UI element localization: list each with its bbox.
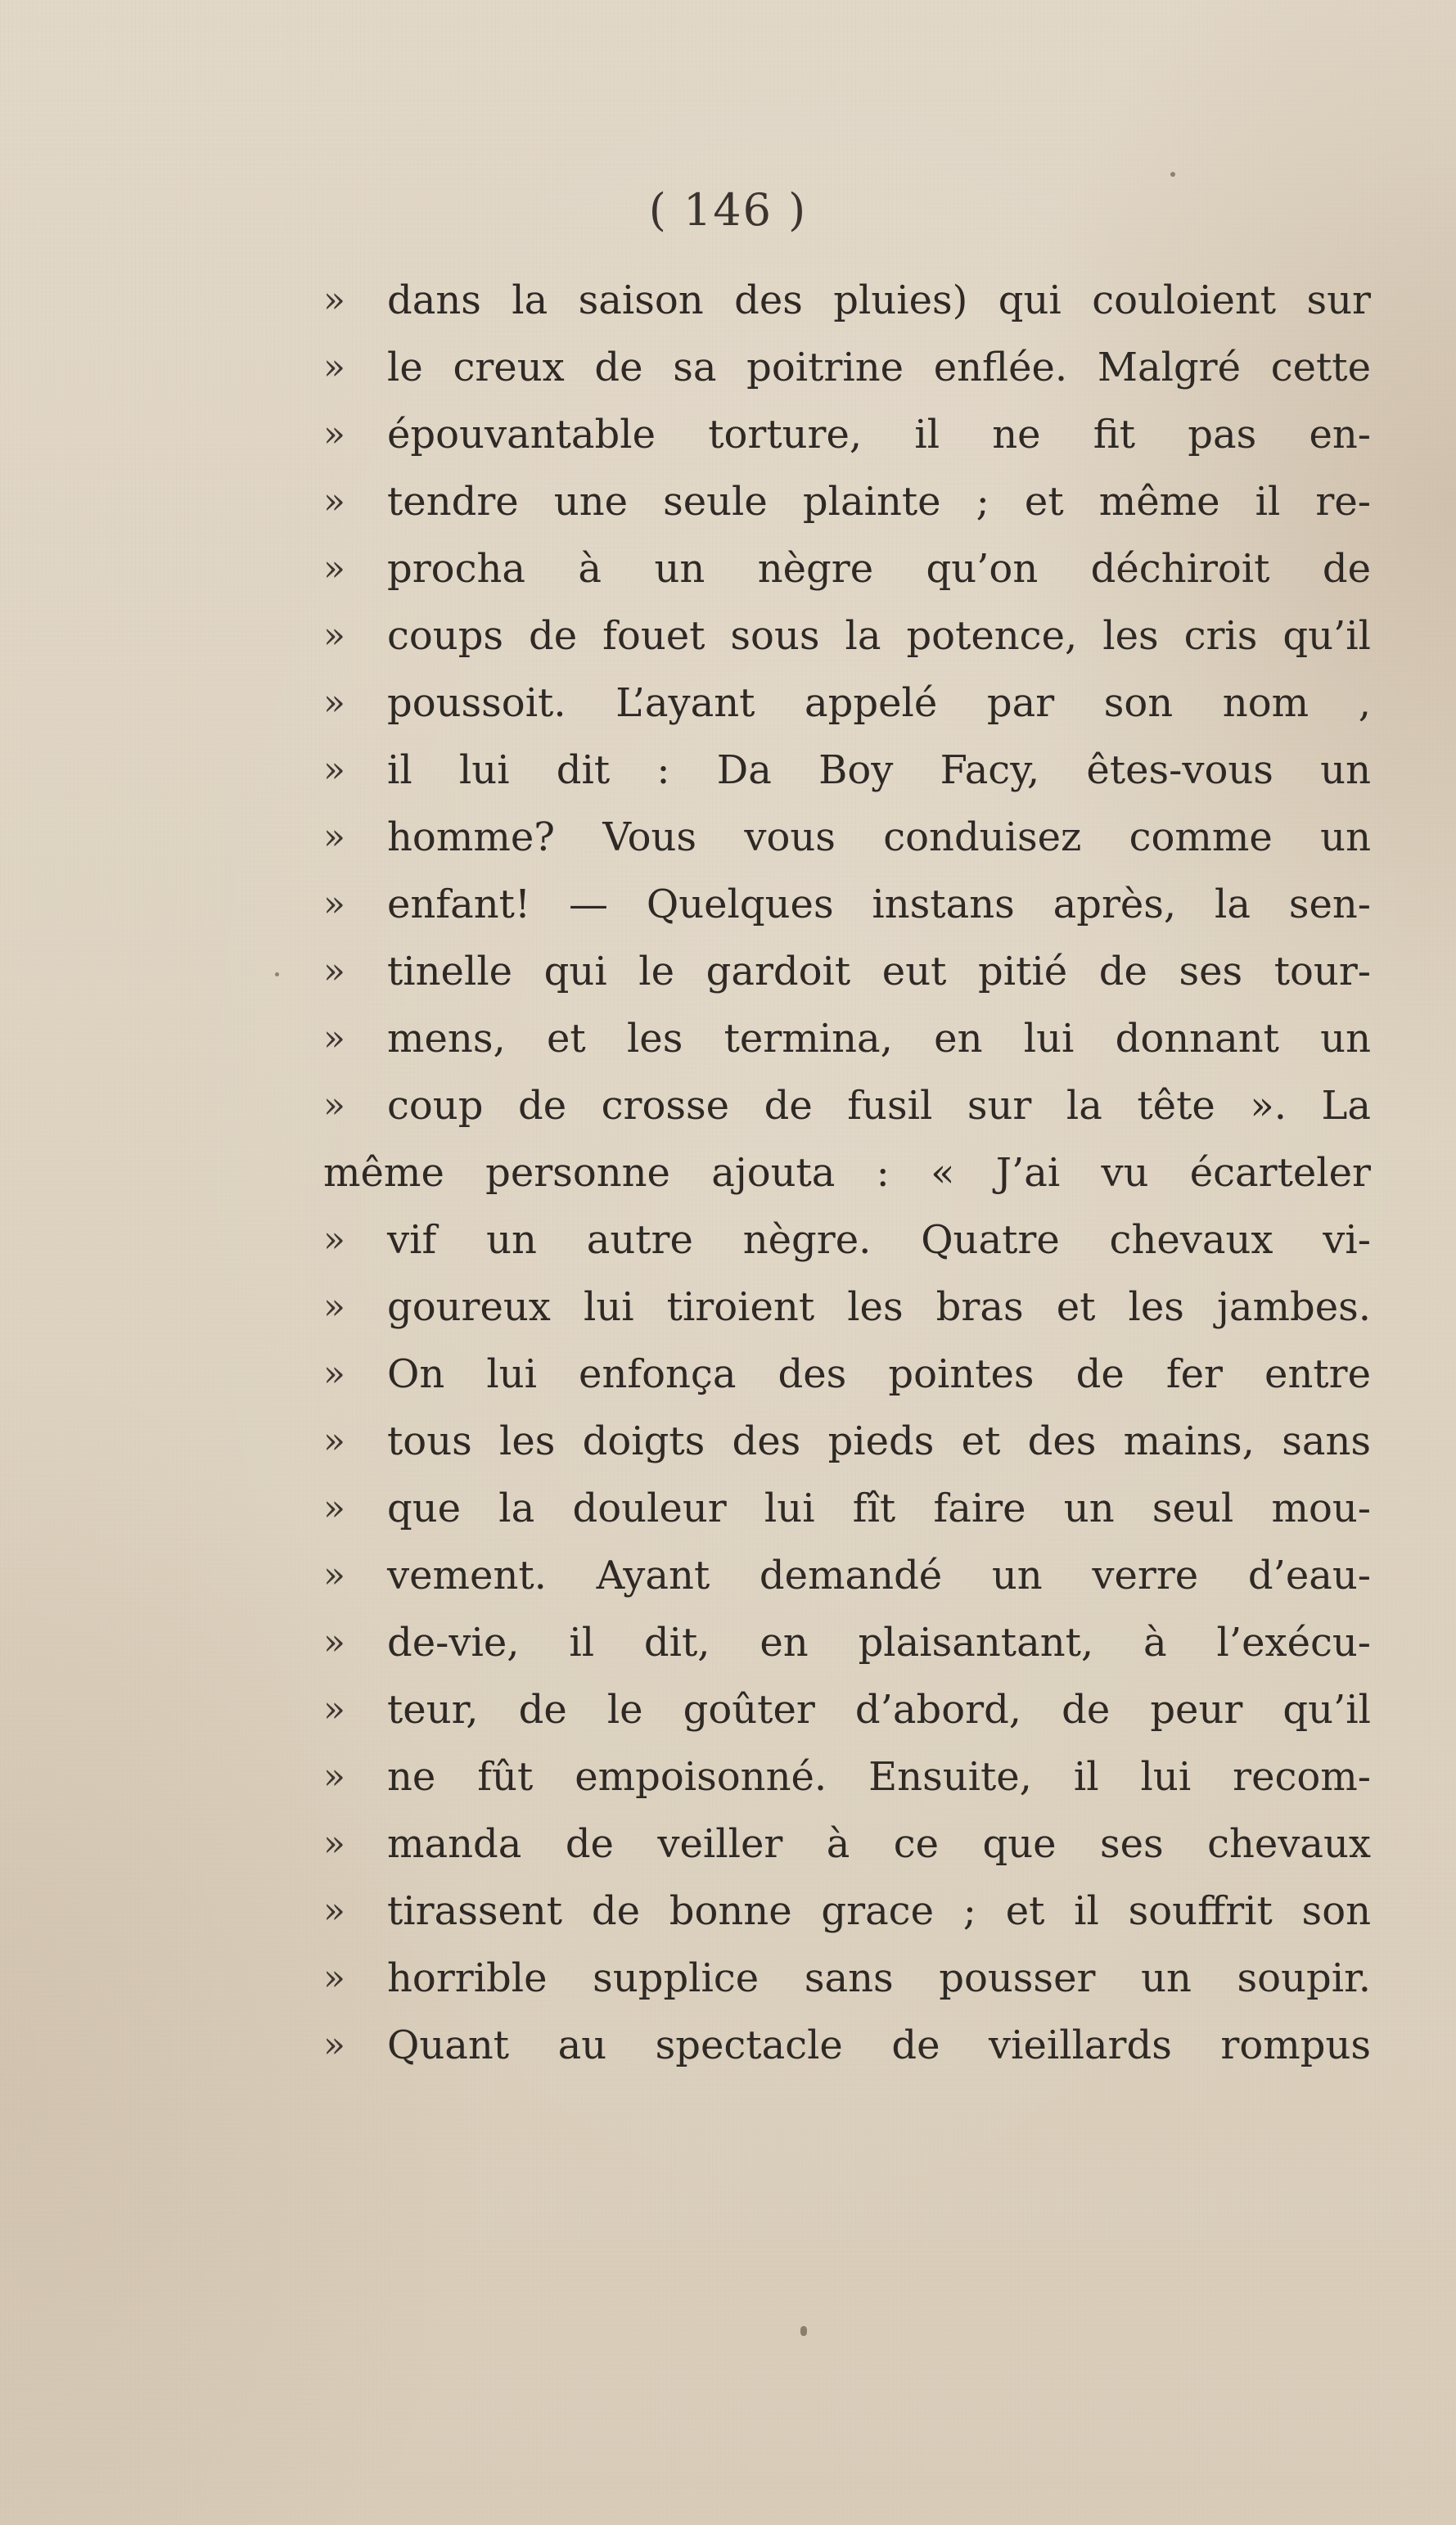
page-text-block: [323, 267, 1371, 2079]
text-line-10: » enfant! — Quelques instans après, la sen-: [323, 871, 1371, 938]
text-line-26: » horrible supplice sans pousser un soupir.: [323, 1945, 1371, 2012]
text-line-7: » poussoit. L’ayant appelé par son nom ,: [323, 670, 1371, 737]
text-line-4: » tendre une seule plainte ; et même il re-: [323, 468, 1371, 535]
text-line-9: » homme? Vous vous conduisez comme un: [323, 804, 1371, 871]
text-line-14: même personne ajouta : « J’ai vu écarteler: [323, 1150, 1371, 1196]
text-line-11: » tinelle qui le gardoit eut pitié de ses tour-: [323, 938, 1371, 1005]
text-line-15: » vif un autre nègre. Quatre chevaux vi-: [323, 1206, 1371, 1274]
text-line-1: » dans la saison des pluies) qui couloient sur: [323, 267, 1371, 334]
text-line-24: » manda de veiller à ce que ses chevaux: [323, 1810, 1371, 1878]
text-line-3: » épouvantable torture, il ne fit pas en-: [323, 401, 1371, 468]
text-line-21: » de-vie, il dit, en plaisantant, à l’exécu-: [323, 1609, 1371, 1676]
text-line-6: » coups de fouet sous la potence, les cris qu’il: [323, 602, 1371, 670]
text-line-27: » Quant au spectacle de vieillards rompus: [323, 2012, 1371, 2079]
text-line-8: » il lui dit : Da Boy Facy, êtes-vous un: [323, 737, 1371, 804]
ink-spot: [1170, 172, 1175, 177]
text-line-16: » goureux lui tiroient les bras et les jambes.: [323, 1274, 1371, 1341]
text-line-22: » teur, de le goûter d’abord, de peur qu’il: [323, 1676, 1371, 1743]
ink-spot: [275, 972, 279, 976]
text-line-20: » vement. Ayant demandé un verre d’eau-: [323, 1542, 1371, 1609]
page-number: ( 146 ): [648, 184, 808, 236]
text-line-23: » ne fût empoisonné. Ensuite, il lui recom-: [323, 1743, 1371, 1810]
text-line-18: » tous les doigts des pieds et des mains, sans: [323, 1408, 1371, 1475]
text-line-13: » coup de crosse de fusil sur la tête ». La: [323, 1072, 1371, 1139]
text-line-17: » On lui enfonça des pointes de fer entre: [323, 1341, 1371, 1408]
text-line-12: » mens, et les termina, en lui donnant un: [323, 1005, 1371, 1072]
text-line-25: » tirassent de bonne grace ; et il souffrit son: [323, 1878, 1371, 1945]
ink-spot: [800, 2326, 807, 2336]
text-line-19: » que la douleur lui fît faire un seul mou-: [323, 1475, 1371, 1542]
text-line-2: » le creux de sa poitrine enflée. Malgré cette: [323, 334, 1371, 401]
text-line-5: » procha à un nègre qu’on déchiroit de: [323, 535, 1371, 602]
